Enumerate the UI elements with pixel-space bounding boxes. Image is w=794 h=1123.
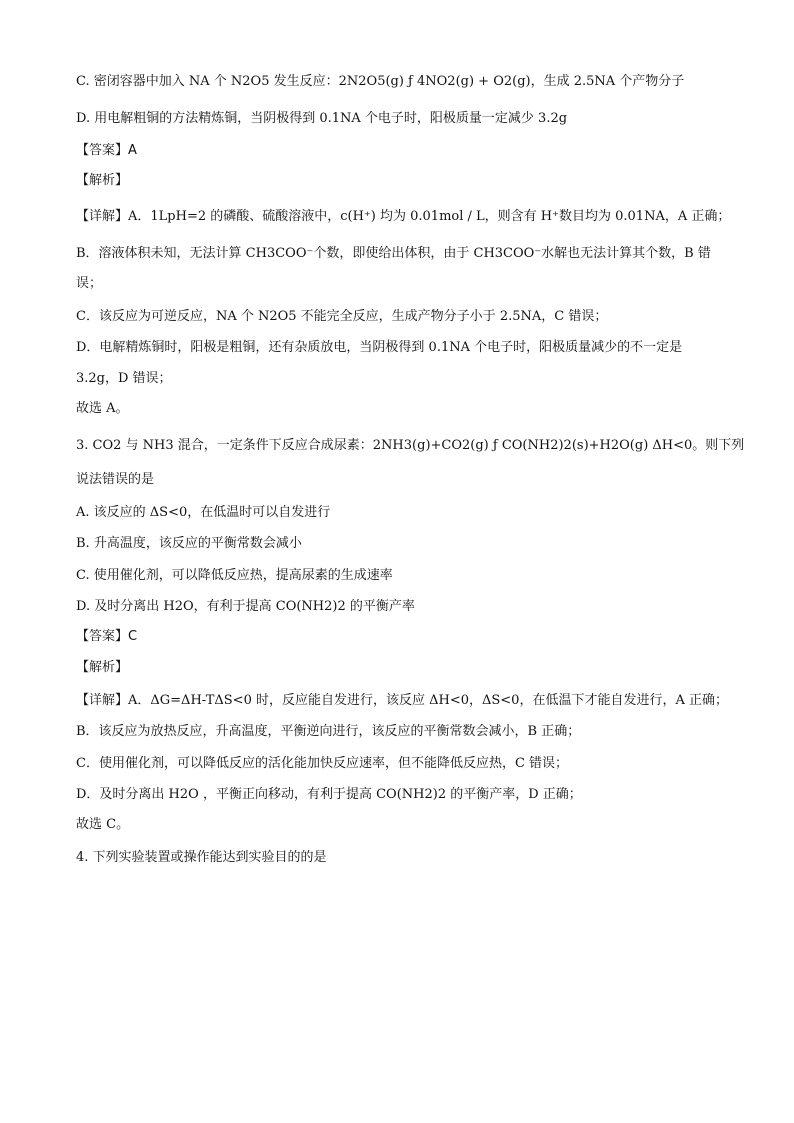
detail-c-text: C．该反应为可逆反应，NA 个 N2O5 不能完全反应，生成产物分子小于 2.5NA，C 错误； bbox=[76, 309, 608, 324]
question-4-stem: 4. 下列实验装置或操作能达到实验目的的是 bbox=[76, 850, 327, 865]
detail-b-text-cont: 误； bbox=[76, 276, 103, 291]
q3-detail-c: C．使用催化剂，可以降低反应的活化能加快反应速率，但不能降低反应热，C 错误； bbox=[76, 756, 569, 771]
detail-d-text-cont: 3.2g，D 错误； bbox=[76, 371, 172, 386]
option-d-text: D. 用电解粗铜的方法精炼铜，当阴极得到 0.1NA 个电子时，阳极质量一定减少 3.2g bbox=[76, 111, 568, 126]
q3-option-c: C. 使用催化剂，可以降低反应热，提高尿素的生成速率 bbox=[76, 568, 393, 583]
analysis-label: 【解析】 bbox=[76, 173, 129, 188]
q3-option-b: B. 升高温度，该反应的平衡常数会减小 bbox=[76, 536, 302, 551]
q3-detail-b: B．该反应为放热反应，升高温度，平衡逆向进行，该反应的平衡常数会减小，B 正确； bbox=[76, 724, 581, 739]
option-c-text: C. 密闭容器中加入 NA 个 N2O5 发生反应：2N2O5(g) ƒ 4NO2(g) + O2(g)，生成 2.5NA 个产物分子 bbox=[76, 74, 685, 89]
detail-a-text: 【详解】A．1LpH=2 的磷酸、硫酸溶液中，c(H⁺) 均为 0.01mol / L，则含有 H⁺数目均为 0.01NA，A 正确； bbox=[76, 209, 731, 224]
q3-detail-d: D．及时分离出 H2O ，平衡正向移动，有利于提高 CO(NH2)2 的平衡产率，D 正确； bbox=[76, 787, 582, 802]
q3-detail-a: 【详解】A．ΔG=ΔH-TΔS<0 时，反应能自发进行，该反应 ΔH<0，ΔS<0，在低温下才能自发进行，A 正确； bbox=[76, 693, 728, 708]
answer-label: 【答案】A bbox=[76, 143, 137, 158]
question-3-stem-cont: 说法错误的是 bbox=[76, 472, 155, 487]
detail-d-text: D．电解精炼铜时，阳极是粗铜，还有杂质放电，当阴极得到 0.1NA 个电子时，阳极质量减少的不一定是 bbox=[76, 340, 683, 355]
q3-option-d: D. 及时分离出 H2O，有利于提高 CO(NH2)2 的平衡产率 bbox=[76, 599, 415, 614]
q3-answer-label: 【答案】C bbox=[76, 629, 138, 644]
q3-analysis-label: 【解析】 bbox=[76, 660, 129, 675]
q3-option-a: A. 该反应的 ΔS<0，在低温时可以自发进行 bbox=[76, 505, 331, 520]
detail-b-text: B．溶液体积未知，无法计算 CH3COO⁻个数，即使给出体积，由于 CH3COO⁻水解也无法计算其个数，B 错 bbox=[76, 246, 711, 261]
q3-conclusion: 故选 C。 bbox=[76, 817, 130, 832]
question-3-stem: 3. CO2 与 NH3 混合，一定条件下反应合成尿素：2NH3(g)+CO2(g) ƒ CO(NH2)2(s)+H2O(g) ΔH<0。则下列 bbox=[76, 438, 745, 453]
conclusion-text: 故选 A。 bbox=[76, 401, 129, 416]
